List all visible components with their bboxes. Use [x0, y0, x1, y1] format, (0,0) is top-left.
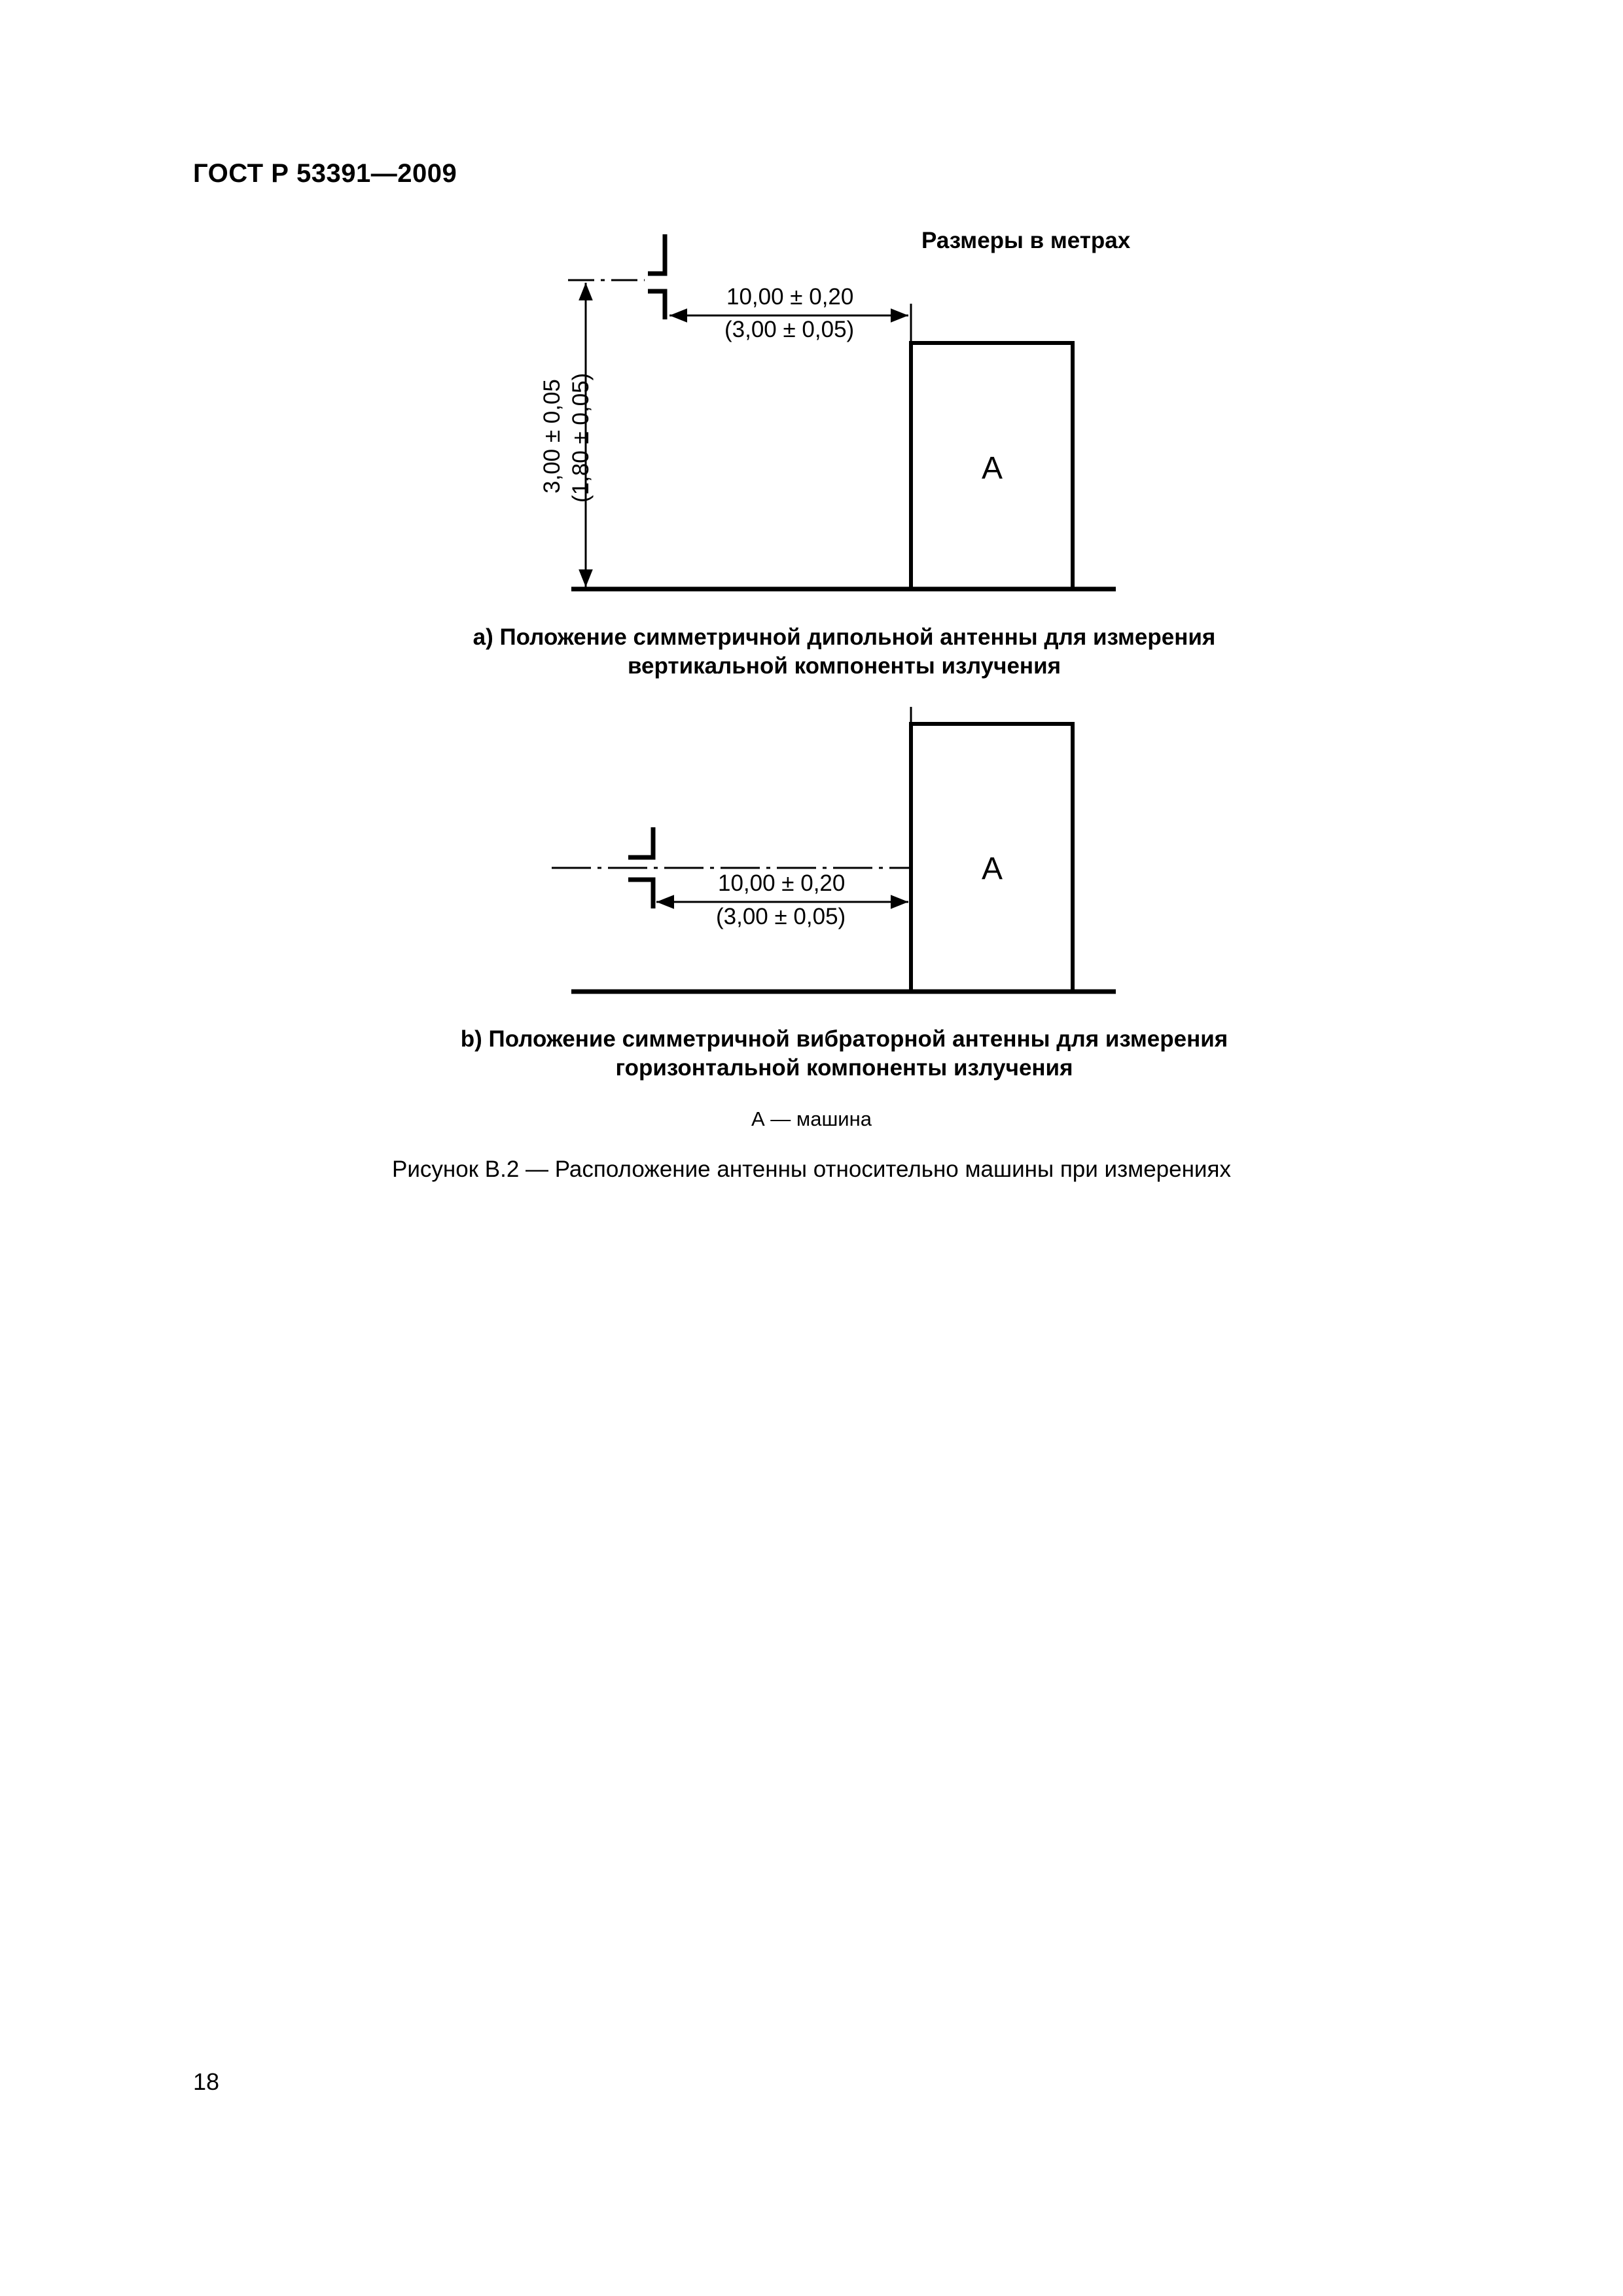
figure-b-caption: [419, 1025, 1270, 1083]
dim-horizontal-a-main: 10,00 ± 0,20: [726, 284, 854, 310]
figure-b-drawing: [552, 707, 1116, 992]
dim-horizontal-b-main: 10,00 ± 0,20: [718, 870, 846, 896]
page-number: 18: [193, 2068, 220, 2095]
figure-legend: А — машина: [751, 1107, 872, 1130]
figure-a-caption-line1: а) Положение симметричной дипольной антенны для измерения: [473, 624, 1216, 650]
figure-b-caption-line1: b) Положение симметричной вибраторной антенны для измерения: [460, 1026, 1228, 1052]
figure-a-caption-line2: вертикальной компоненты излучения: [627, 653, 1061, 679]
antenna-symbol-a-bottom: [648, 291, 665, 319]
figure-a-caption: [419, 623, 1270, 681]
machine-label-b: A: [982, 852, 1003, 886]
units-note: Размеры в метрах: [921, 228, 1131, 253]
antenna-symbol-b-bottom: [628, 880, 653, 908]
antenna-symbol-b-top: [628, 827, 653, 857]
dim-horizontal-a-alt: (3,00 ± 0,05): [724, 317, 855, 342]
machine-label-a: A: [982, 451, 1003, 486]
dim-vertical-a-alt-text: (1,80 ± 0,05): [568, 372, 594, 503]
figure-b-caption-line2: горизонтальной компоненты излучения: [615, 1055, 1073, 1081]
dim-vertical-a-main-text: 3,00 ± 0,05: [539, 379, 565, 493]
antenna-symbol-a-top: [648, 234, 665, 274]
dim-horizontal-b-alt: (3,00 ± 0,05): [716, 904, 846, 929]
figure-title: Рисунок В.2 — Расположение антенны относительно машины при измерениях: [392, 1157, 1231, 1182]
document-header: ГОСТ Р 53391—2009: [193, 159, 457, 188]
